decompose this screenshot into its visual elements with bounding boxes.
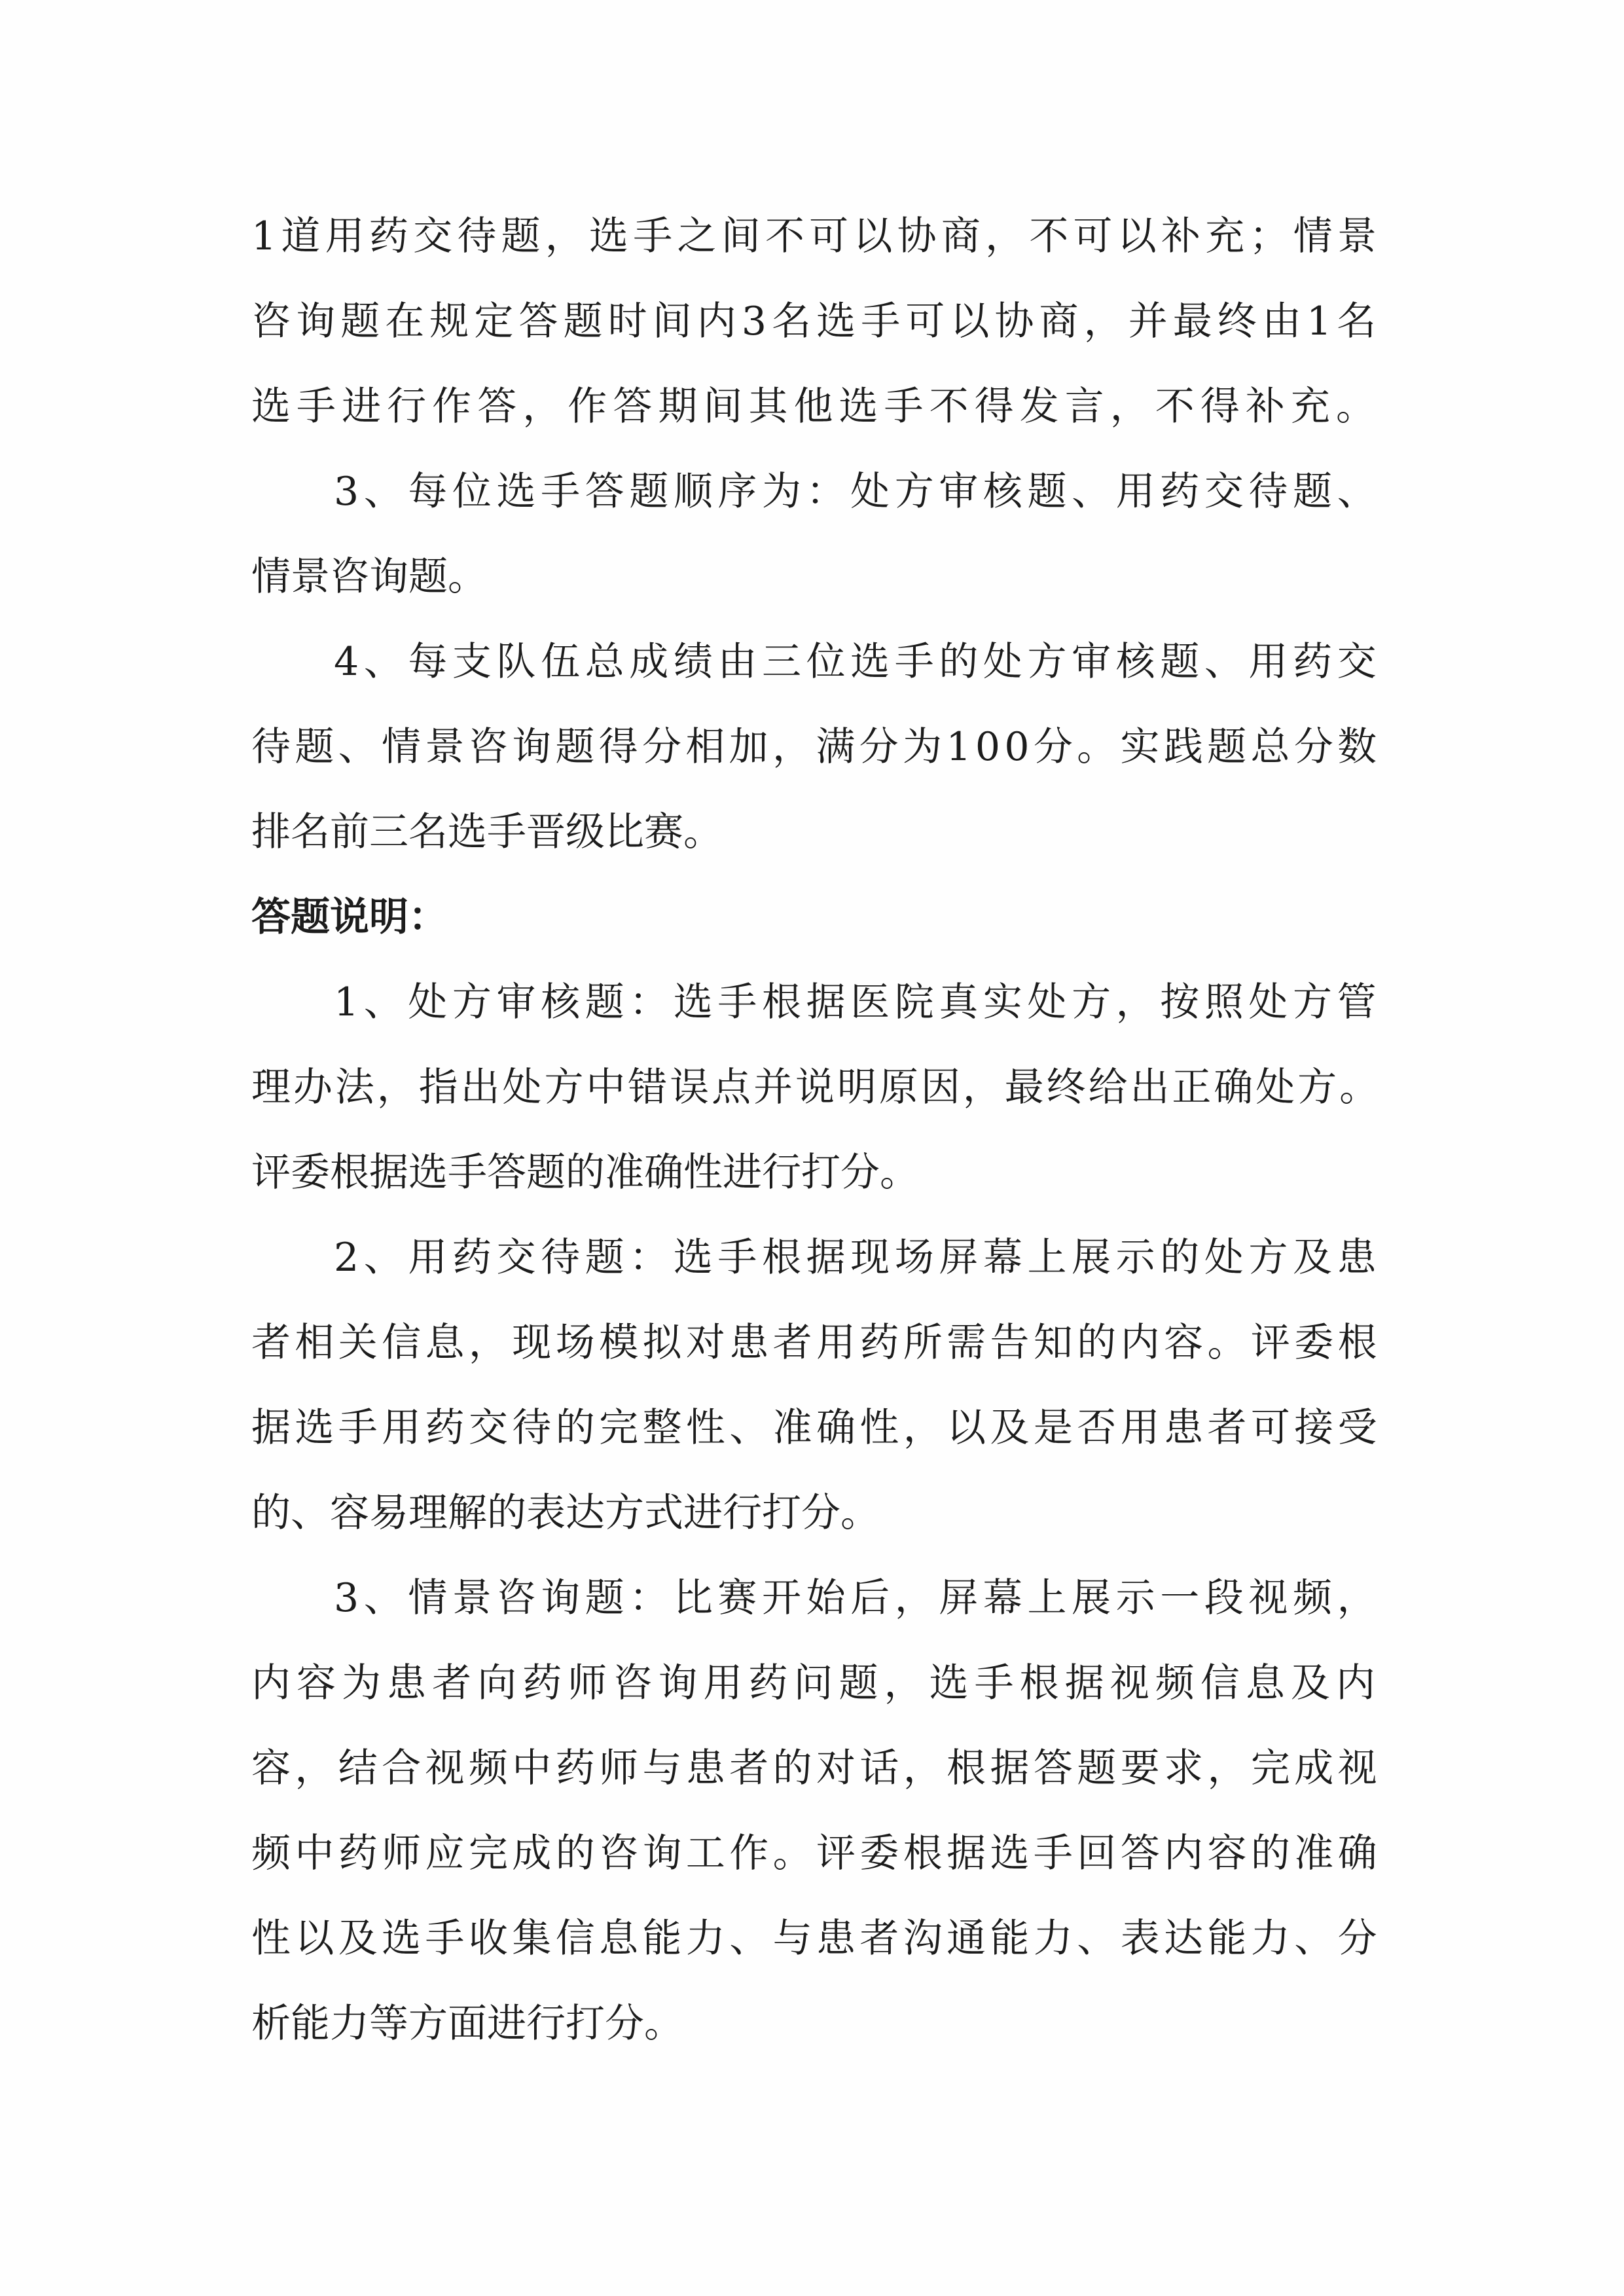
text-line: 3、每位选手答题顺序为：处方审核题、用药交待题、 [334,469,1382,515]
text-line: 选手进行作答，作答期间其他选手不得发言，不得补充。 [251,384,1381,429]
text-line: 咨询题在规定答题时间内3名选手可以协商，并最终由1名 [251,299,1382,344]
text-line: 3、情景咨询题：比赛开始后，屏幕上展示一段视频， [334,1575,1382,1621]
text-line: 据选手用药交待的完整性、准确性，以及是否用患者可接受 [251,1405,1381,1451]
text-line: 排名前三名选手晋级比赛。 [251,809,723,855]
text-line: 性以及选手收集信息能力、与患者沟通能力、表达能力、分 [251,1916,1381,1961]
text-line: 1道用药交待题，选手之间不可以协商，不可以补充；情景 [251,213,1382,259]
text-line: 情景咨询题。 [251,554,487,600]
text-line: 内容为患者向药师咨询用药问题，选手根据视频信息及内 [251,1660,1381,1706]
text-line: 析能力等方面进行打分。 [251,2001,683,2047]
text-line: 待题、情景咨询题得分相加，满分为100分。实践题总分数 [251,724,1381,770]
text-line: 的、容易理解的表达方式进行打分。 [251,1490,880,1536]
section-heading: 答题说明： [251,894,448,940]
text-line: 2、用药交待题：选手根据现场屏幕上展示的处方及患 [334,1235,1382,1281]
text-line: 容，结合视频中药师与患者的对话，根据答题要求，完成视 [251,1745,1381,1791]
text-line: 理办法，指出处方中错误点并说明原因，最终给出正确处方。 [251,1065,1381,1110]
text-line: 者相关信息，现场模拟对患者用药所需告知的内容。评委根 [251,1320,1381,1366]
text-line: 1、处方审核题：选手根据医院真实处方，按照处方管 [334,979,1382,1025]
text-line: 4、每支队伍总成绩由三位选手的处方审核题、用药交 [334,639,1382,685]
text-line: 评委根据选手答题的准确性进行打分。 [251,1150,919,1195]
text-line: 频中药师应完成的咨询工作。评委根据选手回答内容的准确 [251,1831,1381,1876]
